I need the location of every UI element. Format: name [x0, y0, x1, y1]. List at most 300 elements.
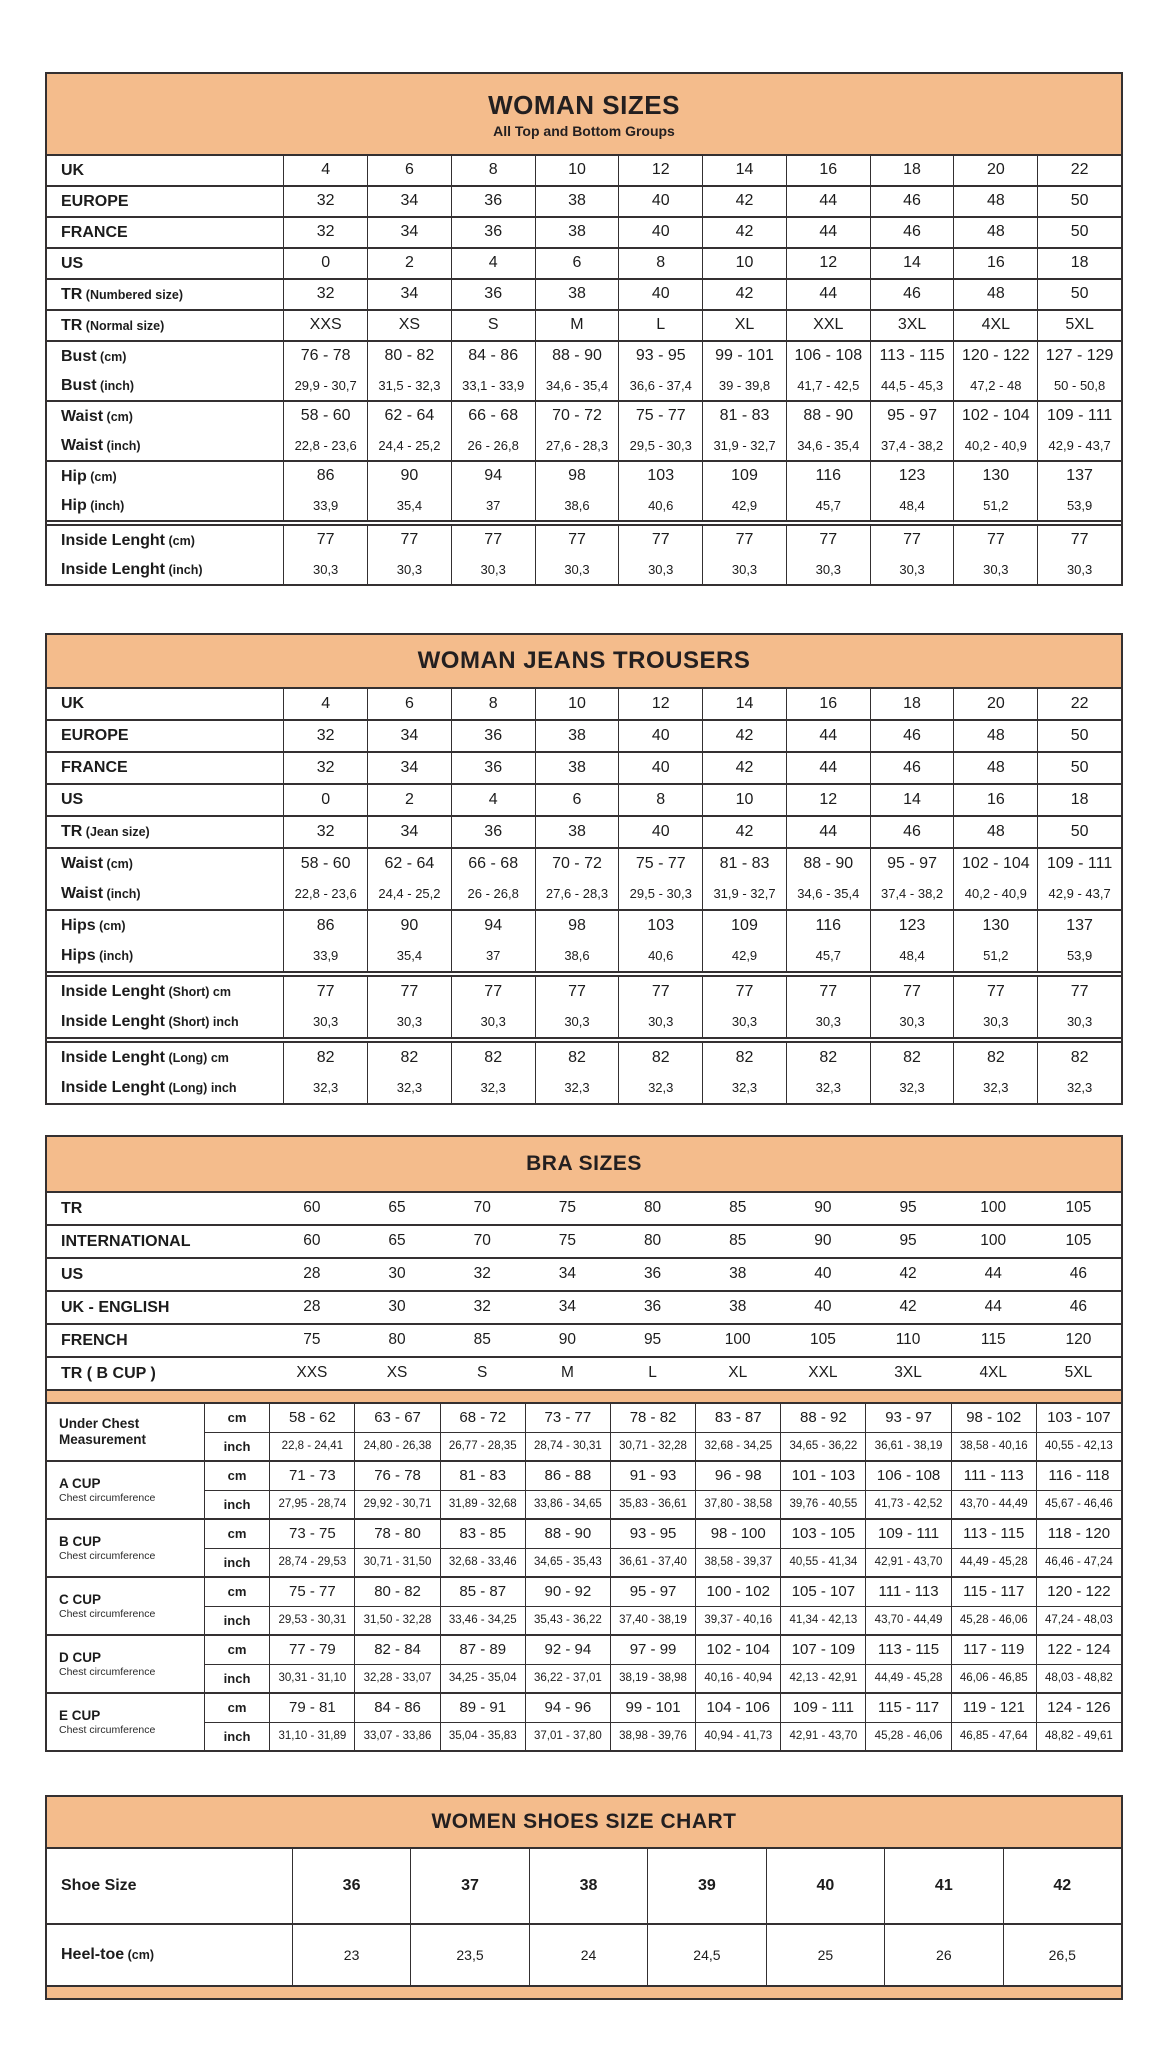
- value-cell: 5XL: [1064, 1364, 1093, 1382]
- value-cell: 36: [451, 817, 535, 847]
- value-cell: 73 - 77: [525, 1404, 610, 1432]
- value-cell: 44: [786, 280, 870, 309]
- row-label: [47, 695, 283, 713]
- value-cell: 4XL: [979, 1364, 1008, 1382]
- value-cell: 82 - 84: [354, 1636, 439, 1664]
- value-cell: 18: [1037, 785, 1121, 815]
- value-cell: 34: [367, 280, 451, 309]
- value-cell: 30,3: [870, 1007, 954, 1037]
- shoes-title-band: [47, 1797, 1121, 1849]
- value-cell: 36: [643, 1265, 662, 1283]
- value-cell: 30,3: [618, 1007, 702, 1037]
- value-cell: 94 - 96: [525, 1694, 610, 1722]
- row-label: [47, 759, 283, 777]
- value-cell: 12: [618, 156, 702, 185]
- value-cell: 116 - 118: [1036, 1462, 1121, 1490]
- value-cell: 60: [303, 1232, 321, 1250]
- value-cell: 35,43 - 36,22: [525, 1606, 610, 1634]
- row-label-note: (cm): [86, 469, 117, 484]
- value-cell: 40,55 - 41,34: [780, 1548, 865, 1576]
- value-cell: 90: [367, 462, 451, 491]
- value-cell: 33,9: [283, 491, 367, 520]
- shoes-size-table: [45, 1795, 1123, 2000]
- value-cell: 33,07 - 33,86: [354, 1722, 439, 1750]
- row-label: [47, 408, 283, 426]
- cup-row-group: [47, 1694, 1121, 1750]
- value-cell: 0: [283, 785, 367, 815]
- value-cell: 47,24 - 48,03: [1036, 1606, 1121, 1634]
- value-cell: 6: [367, 156, 451, 185]
- value-cell: 32,68 - 33,46: [440, 1548, 525, 1576]
- value-cell: 33,46 - 34,25: [440, 1606, 525, 1634]
- value-cell: 109: [702, 462, 786, 491]
- bra-sizes-title-band: [47, 1137, 1121, 1193]
- row-group: [47, 187, 1121, 218]
- value-cell: 23: [292, 1925, 410, 1985]
- value-cell: 38,58 - 39,37: [695, 1548, 780, 1576]
- value-cell: 70 - 72: [535, 402, 619, 431]
- row-group: [47, 689, 1121, 721]
- value-cell: 118 - 120: [1036, 1520, 1121, 1548]
- woman-jeans-table: [45, 633, 1123, 1105]
- value-cell: 30,3: [1037, 1007, 1121, 1037]
- row-label: [47, 1079, 283, 1097]
- value-cell: 30,3: [367, 1007, 451, 1037]
- value-cell: 58 - 60: [283, 402, 367, 431]
- value-cell: 32: [283, 753, 367, 783]
- value-cell: 48: [953, 817, 1037, 847]
- value-cell: 45,28 - 46,06: [951, 1606, 1036, 1634]
- value-cell: 30,3: [702, 1007, 786, 1037]
- row-group: [47, 1325, 1121, 1358]
- row-label-text: Shoe Size: [61, 1877, 137, 1895]
- unit-cell: cm: [204, 1578, 270, 1606]
- row-label-text: TR: [61, 285, 83, 303]
- value-cell: 33,9: [283, 941, 367, 971]
- value-cell: 26,77 - 28,35: [440, 1432, 525, 1460]
- value-cell: 30,3: [451, 1007, 535, 1037]
- value-cell: 89 - 91: [440, 1694, 525, 1722]
- row-label-note: (inch): [103, 887, 141, 902]
- value-cell: 38: [529, 1849, 647, 1923]
- value-cell: 34: [367, 187, 451, 216]
- value-cell: XXS: [283, 311, 367, 340]
- value-cell: 40: [766, 1849, 884, 1923]
- row-label: [47, 1365, 269, 1383]
- row-label-text: TR: [61, 1199, 83, 1217]
- value-cell: 50: [1037, 753, 1121, 783]
- row-label: [47, 162, 283, 180]
- value-cell: 26: [884, 1925, 1002, 1985]
- row-label-text: TR ( B CUP ): [61, 1364, 156, 1382]
- table-row: [47, 1259, 1121, 1290]
- value-cell: 34: [367, 218, 451, 247]
- row-label-text: Inside Lenght: [61, 983, 165, 1001]
- value-cell: 27,6 - 28,3: [535, 879, 619, 909]
- row-label-text: Hip: [61, 467, 87, 485]
- value-cell: 71 - 73: [269, 1462, 354, 1490]
- value-cell: 34,6 - 35,4: [786, 431, 870, 460]
- value-cell: 3XL: [894, 1364, 922, 1382]
- value-cell: 42,91 - 43,70: [780, 1722, 865, 1750]
- value-cell: 4: [451, 785, 535, 815]
- cup-label: [47, 1578, 204, 1634]
- unit-cell: inch: [204, 1548, 270, 1576]
- value-cell: 29,92 - 30,71: [354, 1490, 439, 1518]
- value-cell: 83 - 87: [695, 1404, 780, 1432]
- value-cell: 42,9: [702, 941, 786, 971]
- value-cell: 77 - 79: [269, 1636, 354, 1664]
- value-cell: 8: [618, 249, 702, 278]
- value-cell: 32,28 - 33,07: [354, 1664, 439, 1692]
- table-title: WOMAN JEANS TROUSERS: [417, 647, 751, 674]
- value-cell: 124 - 126: [1036, 1694, 1121, 1722]
- row-label-note: (Normal size): [82, 318, 165, 333]
- row-label: [47, 947, 283, 965]
- value-cell: 32,3: [451, 1073, 535, 1103]
- table-row: [47, 1043, 1121, 1073]
- value-cell: 94: [451, 911, 535, 941]
- value-cell: 40,6: [618, 941, 702, 971]
- value-cell: 42: [702, 218, 786, 247]
- value-cell: 86: [283, 911, 367, 941]
- row-label-note: (Jean size): [82, 825, 150, 840]
- value-cell: 82: [283, 1043, 367, 1073]
- value-cell: 95: [899, 1232, 917, 1250]
- value-cell: 104 - 106: [695, 1694, 780, 1722]
- value-cell: 93 - 95: [610, 1520, 695, 1548]
- value-cell: 34,65 - 36,22: [780, 1432, 865, 1460]
- value-cell: 28: [303, 1265, 321, 1283]
- table-row: [47, 371, 1121, 400]
- value-cell: 95 - 97: [870, 402, 954, 431]
- row-group: [47, 817, 1121, 849]
- value-cell: 75 - 77: [618, 849, 702, 879]
- value-cell: 4XL: [953, 311, 1037, 340]
- value-cell: 34,6 - 35,4: [535, 371, 619, 400]
- value-cell: 42: [702, 721, 786, 751]
- bra-cup-measurements-body: [47, 1404, 1121, 1750]
- value-cell: 60: [303, 1199, 321, 1217]
- value-cell: 38: [535, 817, 619, 847]
- value-cell: 88 - 90: [786, 849, 870, 879]
- table-row: [47, 156, 1121, 185]
- value-cell: 82: [618, 1043, 702, 1073]
- value-cell: 77: [1037, 977, 1121, 1007]
- value-cell: 37: [410, 1849, 528, 1923]
- value-cell: 45,7: [786, 941, 870, 971]
- value-cell: 78 - 82: [610, 1404, 695, 1432]
- value-cell: 92 - 94: [525, 1636, 610, 1664]
- value-cell: 75: [558, 1232, 577, 1250]
- value-cell: 14: [870, 249, 954, 278]
- value-cell: 65: [388, 1232, 406, 1250]
- value-cell: 30,71 - 31,50: [354, 1548, 439, 1576]
- value-cell: 46,06 - 46,85: [951, 1664, 1036, 1692]
- value-cell: 88 - 90: [525, 1520, 610, 1548]
- table-row: [47, 526, 1121, 555]
- value-cell: S: [477, 1364, 488, 1382]
- row-label-note: (cm): [95, 919, 126, 934]
- value-cell: 137: [1037, 911, 1121, 941]
- value-cell: 42: [702, 280, 786, 309]
- cup-label-subtitle: Chest circumference: [59, 1607, 156, 1620]
- value-cell: 90: [558, 1331, 577, 1349]
- row-label-text: Hips: [61, 947, 96, 965]
- value-cell: 44: [786, 187, 870, 216]
- value-cell: 98: [535, 462, 619, 491]
- value-cell: 43,70 - 44,49: [865, 1606, 950, 1634]
- value-cell: 50 - 50,8: [1037, 371, 1121, 400]
- value-cell: 16: [953, 249, 1037, 278]
- bra-sizes-conversion-body: [47, 1193, 1121, 1389]
- value-cell: 63 - 67: [354, 1404, 439, 1432]
- row-label-text: FRENCH: [61, 1331, 128, 1349]
- value-cell: 119 - 121: [951, 1694, 1036, 1722]
- value-cell: 120: [1065, 1331, 1092, 1349]
- value-cell: 77: [953, 526, 1037, 555]
- value-cell: 45,28 - 46,06: [865, 1722, 950, 1750]
- value-cell: 16: [786, 156, 870, 185]
- row-label: [47, 885, 283, 903]
- value-cell: 14: [702, 156, 786, 185]
- value-cell: XS: [367, 311, 451, 340]
- value-cell: 48: [953, 187, 1037, 216]
- unit-cell: inch: [204, 1606, 270, 1634]
- value-cell: 95 - 97: [870, 849, 954, 879]
- woman-jeans-title-band: [47, 635, 1121, 689]
- value-cell: 34: [558, 1298, 577, 1316]
- value-cell: 34: [367, 817, 451, 847]
- value-cell: 22,8 - 23,6: [283, 431, 367, 460]
- value-cell: 91 - 93: [610, 1462, 695, 1490]
- value-cell: 109: [702, 911, 786, 941]
- value-cell: 10: [702, 785, 786, 815]
- value-cell: 82: [953, 1043, 1037, 1073]
- value-cell: 29,53 - 30,31: [269, 1606, 354, 1634]
- value-cell: 36,6 - 37,4: [618, 371, 702, 400]
- value-cell: 40: [618, 187, 702, 216]
- value-cell: 4: [283, 156, 367, 185]
- row-label-note: (cm): [103, 409, 133, 424]
- row-label-text: Bust: [61, 376, 97, 394]
- value-cell: 34,25 - 35,04: [440, 1664, 525, 1692]
- row-label-text: FRANCE: [61, 223, 128, 241]
- value-cell: 99 - 101: [610, 1694, 695, 1722]
- row-group: [47, 1041, 1121, 1103]
- value-cell: 42: [702, 187, 786, 216]
- unit-cell: inch: [204, 1432, 270, 1460]
- row-label: [47, 497, 283, 515]
- value-cell: 77: [283, 977, 367, 1007]
- value-cell: 38,6: [535, 491, 619, 520]
- value-cell: 105: [1065, 1199, 1092, 1217]
- value-cell: 22: [1037, 156, 1121, 185]
- value-cell: 37,01 - 37,80: [525, 1722, 610, 1750]
- value-cell: 53,9: [1037, 941, 1121, 971]
- row-group: [47, 785, 1121, 817]
- value-cell: 40,2 - 40,9: [953, 431, 1037, 460]
- row-label-text: Inside Lenght: [61, 560, 165, 578]
- value-cell: 115 - 117: [951, 1578, 1036, 1606]
- row-label: [47, 1877, 292, 1895]
- cup-label-title: D CUP: [59, 1650, 102, 1666]
- cup-row-group: [47, 1462, 1121, 1520]
- cup-label-title: E CUP: [59, 1708, 101, 1724]
- value-cell: 105 - 107: [780, 1578, 865, 1606]
- value-cell: 8: [451, 156, 535, 185]
- value-cell: 86 - 88: [525, 1462, 610, 1490]
- row-label: [47, 1049, 283, 1067]
- value-cell: 70 - 72: [535, 849, 619, 879]
- table-row: [47, 753, 1121, 783]
- row-label-text: Hips: [61, 917, 96, 935]
- value-cell: 16: [953, 785, 1037, 815]
- value-cell: 30,3: [953, 555, 1037, 584]
- value-cell: 77: [367, 526, 451, 555]
- value-cell: 33,86 - 34,65: [525, 1490, 610, 1518]
- value-cell: 50: [1037, 280, 1121, 309]
- value-cell: 16: [786, 689, 870, 719]
- value-cell: 5XL: [1037, 311, 1121, 340]
- cup-label-subtitle: Chest circumference: [59, 1665, 156, 1678]
- value-cell: 30,3: [1037, 555, 1121, 584]
- value-cell: 103 - 105: [780, 1520, 865, 1548]
- value-cell: 46: [1069, 1298, 1088, 1316]
- value-cell: 77: [535, 977, 619, 1007]
- value-cell: 40,6: [618, 491, 702, 520]
- table-row: [47, 218, 1121, 247]
- table-row: [47, 689, 1121, 719]
- value-cell: 81 - 83: [702, 849, 786, 879]
- value-cell: 44: [786, 218, 870, 247]
- value-cell: 41,73 - 42,52: [865, 1490, 950, 1518]
- value-cell: 40: [618, 721, 702, 751]
- value-cell: 62 - 64: [367, 849, 451, 879]
- value-cell: 32,3: [535, 1073, 619, 1103]
- value-cell: 86: [283, 462, 367, 491]
- value-cell: 48,03 - 48,82: [1036, 1664, 1121, 1692]
- cup-label: [47, 1694, 204, 1750]
- value-cell: 84 - 86: [354, 1694, 439, 1722]
- orange-bottom-strip: [47, 1985, 1121, 1998]
- row-group: [47, 1358, 1121, 1389]
- value-cell: 109 - 111: [1037, 849, 1121, 879]
- orange-divider-strip: [47, 1389, 1121, 1404]
- row-label-text: UK: [61, 161, 85, 179]
- row-label-note: (cm): [124, 1948, 154, 1963]
- row-label-text: TR: [61, 823, 83, 841]
- value-cell: 36: [643, 1298, 662, 1316]
- value-cell: 30,71 - 32,28: [610, 1432, 695, 1460]
- value-cell: 47,2 - 48: [953, 371, 1037, 400]
- value-cell: 46,46 - 47,24: [1036, 1548, 1121, 1576]
- value-cell: XL: [728, 1364, 748, 1382]
- value-cell: 20: [953, 689, 1037, 719]
- value-cell: 12: [618, 689, 702, 719]
- value-cell: 42: [899, 1298, 917, 1316]
- value-cell: 50: [1037, 721, 1121, 751]
- value-cell: 103 - 107: [1036, 1404, 1121, 1432]
- row-label-note: (inch): [96, 378, 135, 393]
- table-row: [47, 280, 1121, 309]
- value-cell: 40: [618, 280, 702, 309]
- value-cell: 46: [870, 753, 954, 783]
- value-cell: 29,9 - 30,7: [283, 371, 367, 400]
- row-group: [47, 524, 1121, 584]
- value-cell: 41,7 - 42,5: [786, 371, 870, 400]
- value-cell: 36,61 - 37,40: [610, 1548, 695, 1576]
- value-cell: 32: [283, 187, 367, 216]
- value-cell: 116: [786, 911, 870, 941]
- value-cell: 77: [618, 526, 702, 555]
- cup-label-subtitle: Chest circumference: [59, 1491, 156, 1504]
- value-cell: 90: [814, 1199, 832, 1217]
- row-label-text: Inside Lenght: [61, 1049, 165, 1067]
- value-cell: 65: [388, 1199, 406, 1217]
- value-cell: 0: [283, 249, 367, 278]
- value-cell: 94: [451, 462, 535, 491]
- row-label-text: Bust: [61, 347, 97, 365]
- row-label: [47, 532, 283, 550]
- value-cell: 58 - 62: [269, 1404, 354, 1432]
- value-cell: 43,70 - 44,49: [951, 1490, 1036, 1518]
- value-cell: 88 - 90: [535, 342, 619, 371]
- value-cell: 37,4 - 38,2: [870, 431, 954, 460]
- table-row: [47, 555, 1121, 584]
- value-cell: 4: [283, 689, 367, 719]
- value-cell: 77: [702, 526, 786, 555]
- row-label-text: US: [61, 791, 84, 809]
- value-cell: 96 - 98: [695, 1462, 780, 1490]
- value-cell: 73 - 75: [269, 1520, 354, 1548]
- value-cell: 130: [953, 462, 1037, 491]
- value-cell: 84 - 86: [451, 342, 535, 371]
- value-cell: 30,3: [535, 1007, 619, 1037]
- row-group: [47, 249, 1121, 280]
- value-cell: 34,65 - 35,43: [525, 1548, 610, 1576]
- value-cell: 22: [1037, 689, 1121, 719]
- unit-cell: cm: [204, 1404, 270, 1432]
- value-cell: 36: [451, 218, 535, 247]
- value-cell: 70: [473, 1199, 491, 1217]
- value-cell: 100: [980, 1199, 1007, 1217]
- value-cell: 77: [786, 977, 870, 1007]
- value-cell: 44,5 - 45,3: [870, 371, 954, 400]
- cup-row-group: [47, 1520, 1121, 1578]
- value-cell: 40: [814, 1298, 832, 1316]
- value-cell: 40,16 - 40,94: [695, 1664, 780, 1692]
- table-row: [47, 402, 1121, 431]
- value-cell: 26 - 26,8: [451, 431, 535, 460]
- value-cell: 95: [643, 1331, 662, 1349]
- row-label-text: UK - ENGLISH: [61, 1298, 170, 1316]
- value-cell: 82: [786, 1043, 870, 1073]
- row-label-text: Inside Lenght: [61, 531, 165, 549]
- row-group: [47, 1925, 1121, 1985]
- row-group: [47, 1849, 1121, 1925]
- value-cell: 27,6 - 28,3: [535, 431, 619, 460]
- table-title: BRA SIZES: [526, 1152, 642, 1175]
- value-cell: 111 - 113: [951, 1462, 1036, 1490]
- value-cell: 32,3: [870, 1073, 954, 1103]
- value-cell: 24,4 - 25,2: [367, 431, 451, 460]
- row-label: [47, 855, 283, 873]
- value-cell: 77: [535, 526, 619, 555]
- value-cell: 66 - 68: [451, 402, 535, 431]
- table-row: [47, 1007, 1121, 1037]
- value-cell: M: [535, 311, 619, 340]
